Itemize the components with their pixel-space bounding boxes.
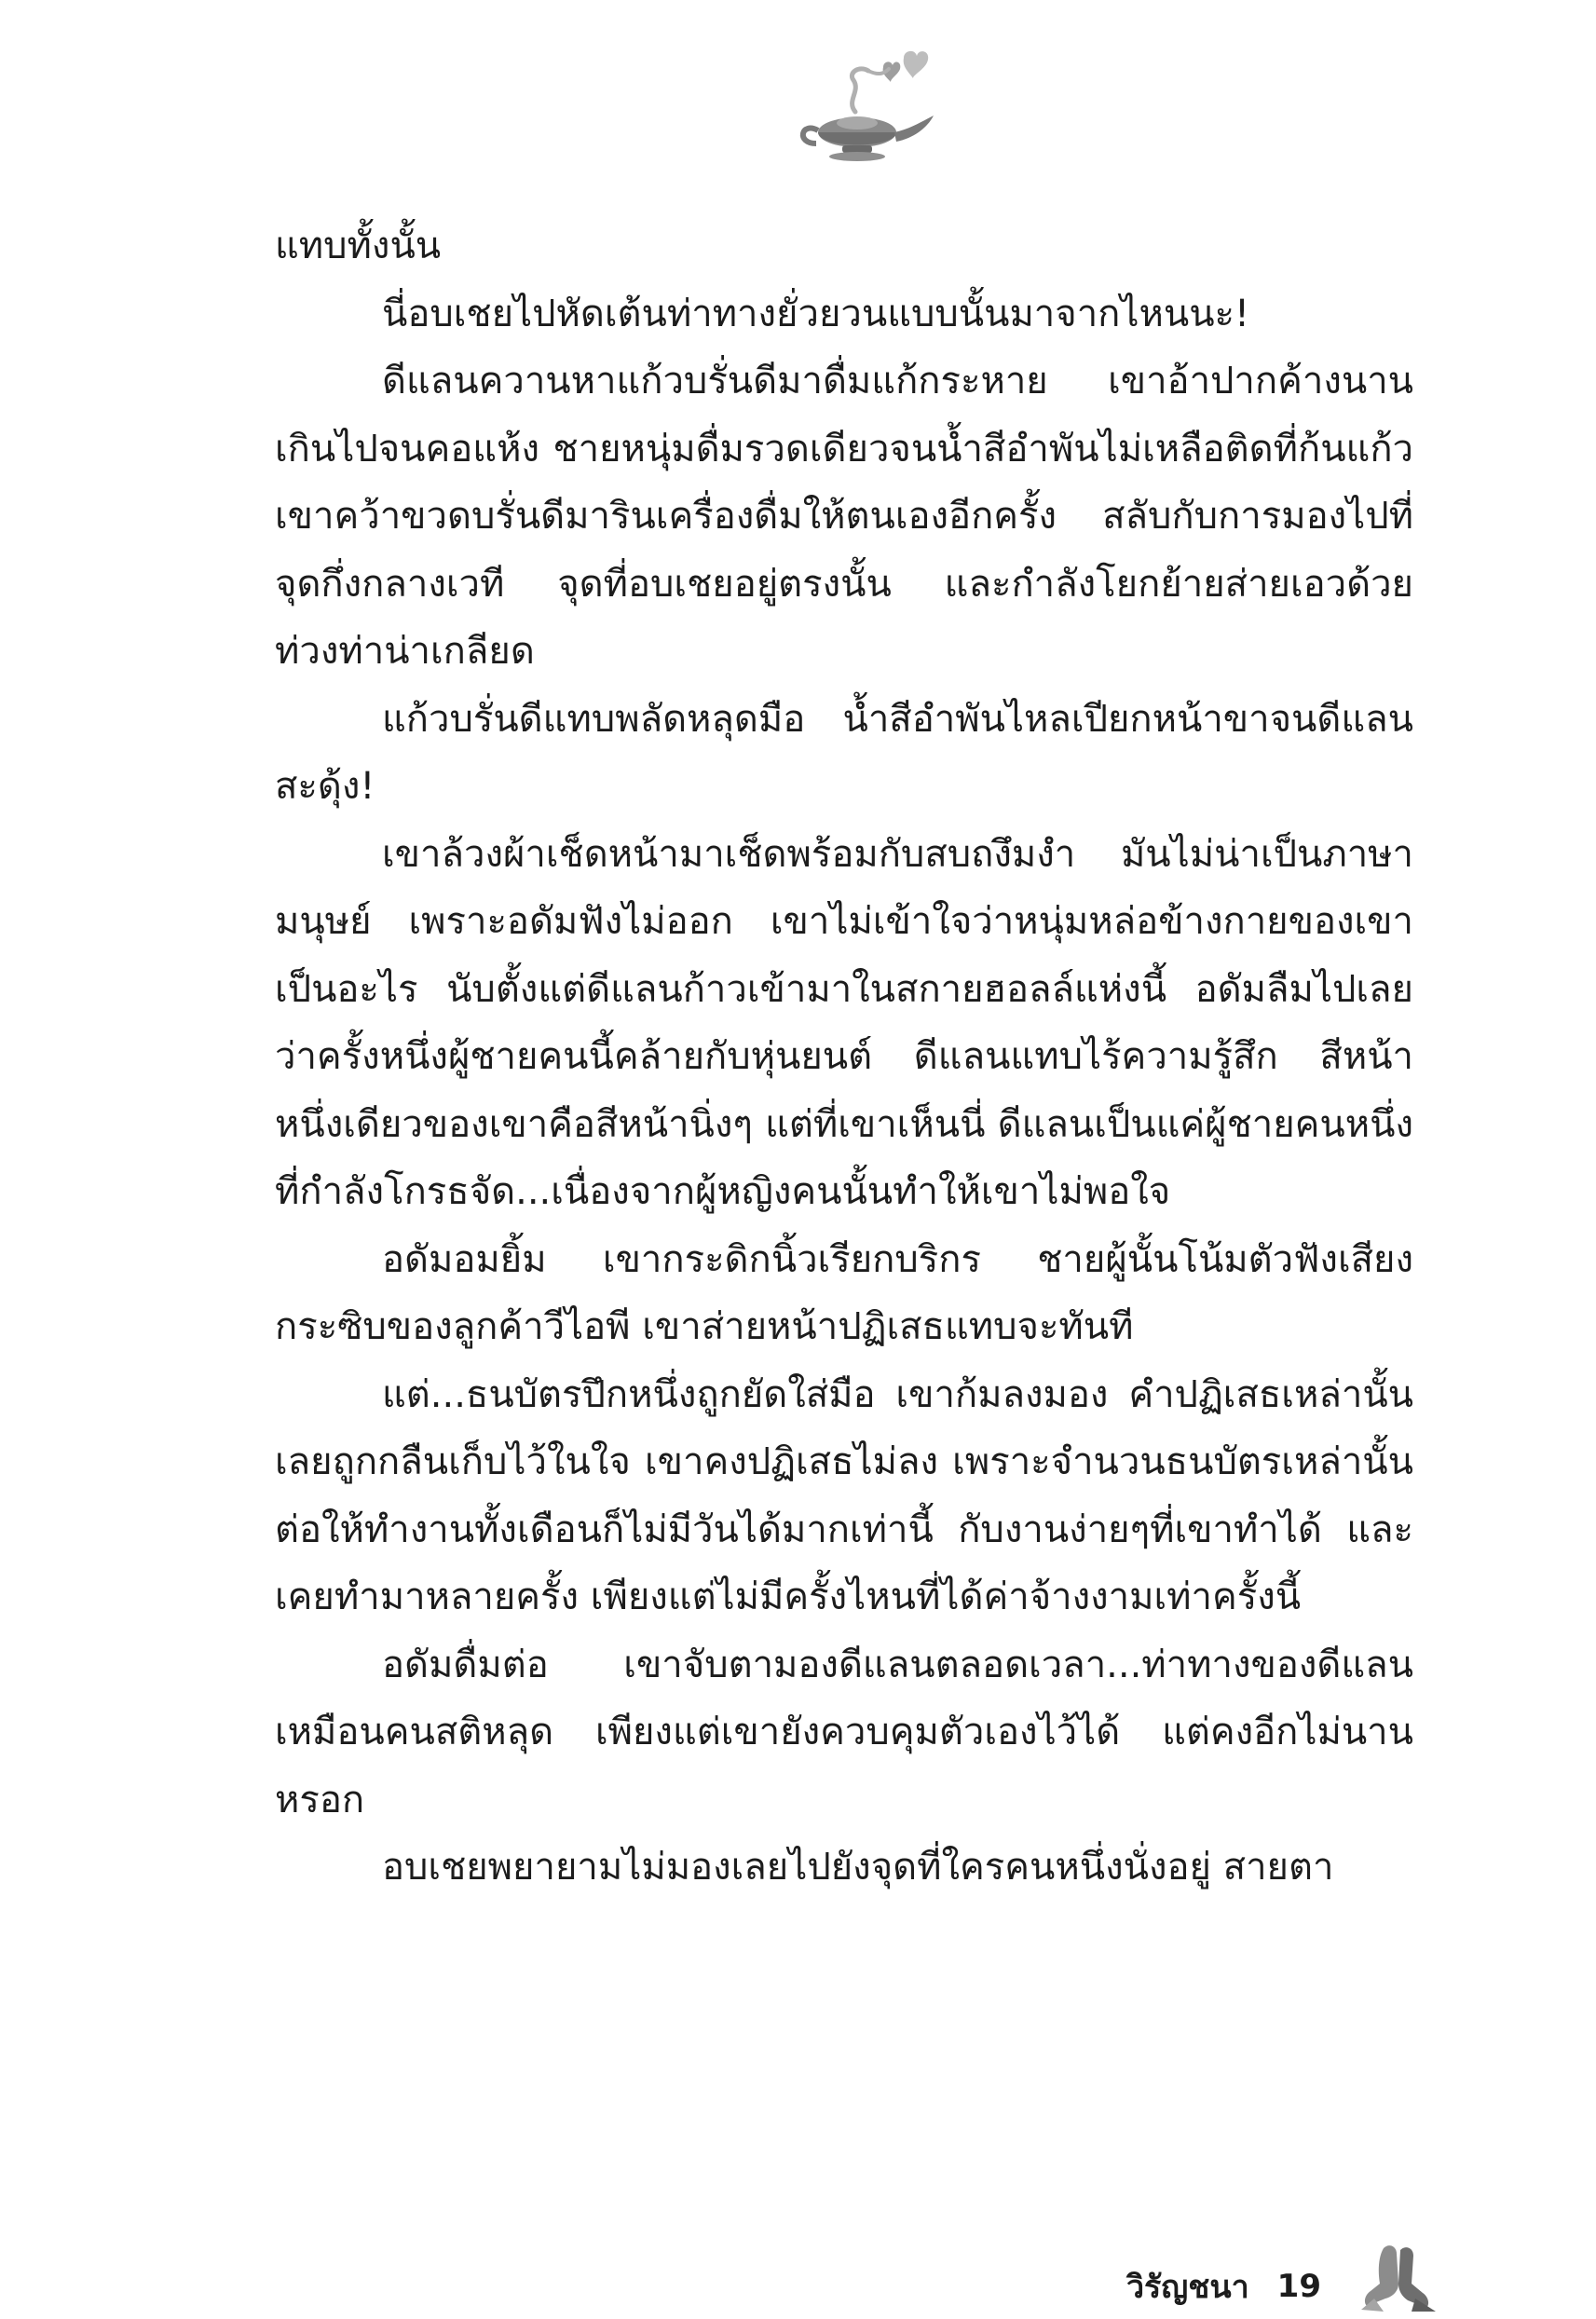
book-title: วิรัญชนา <box>1125 2269 1249 2306</box>
page-number: 19 <box>1276 2268 1321 2305</box>
magic-lamp-with-hearts-icon <box>764 47 950 168</box>
praying-hands-icon <box>1356 2241 1439 2315</box>
paragraph-1: แทบทั้งนั้น <box>275 225 442 267</box>
paragraph-9: อบเชยพยายามไม่มองเลยไปยังจุดที่ใครคนหนึ่งนั่งอยู่ สายตา <box>382 1846 1334 1889</box>
paragraph-5: เขาล้วงผ้าเช็ดหน้ามาเช็ดพร้อมกับสบถงึมงำ มันไม่น่าเป็นภาษามนุษย์ เพราะอดัมฟังไม่ออก เขาไม่เข้าใจว่าหนุ่มหล่อข้างกายของเขาเป็นอะไร นับตั้งแต่ดีแลนก้าวเข้ามาในสกายฮอลล์แห่งนี้ อดัมลืมไปเลยว่าครั้งหนึ่งผู้ชายคนนี้คล้ายกับหุ่นยนต์ ดีแลนแทบไร้ความรู้สึก สีหน้าหนึ่งเดียวของเขาคือสีหน้านิ่งๆ แต่ที่เขาเห็นนี่ ดีแลนเป็นแค่ผู้ชายคนหนึ่งที่กำลังโกรธจัด...เนื่องจากผู้หญิงคนนั้นทำให้เขาไม่พอใจ <box>275 832 1413 1213</box>
paragraph-4: แก้วบรั่นดีแทบพลัดหลุดมือ น้ำสีอำพันไหลเปียกหน้าขาจนดีแลนสะดุ้ง! <box>275 697 1413 808</box>
paragraph-6: อดัมอมยิ้ม เขากระดิกนิ้วเรียกบริกร ชายผู้นั้นโน้มตัวฟังเสียงกระซิบของลูกค้าวีไอพี เขาส่ายหน้าปฏิเสธแทบจะทันที <box>275 1237 1413 1348</box>
paragraph-2: นี่อบเชยไปหัดเต้นท่าทางยั่วยวนแบบนั้นมาจากไหนนะ! <box>382 292 1250 335</box>
paragraph-8: อดัมดื่มต่อ เขาจับตามองดีแลนตลอดเวลา...ท่าทางของดีแลนเหมือนคนสติหลุด เพียงแต่เขายังควบคุมตัวเองไว้ได้ แต่คงอีกไม่นานหรอก <box>275 1643 1413 1821</box>
page-footer <box>1126 2258 1321 2314</box>
paragraph-7: แต่...ธนบัตรปึกหนึ่งถูกยัดใส่มือ เขาก้มลงมอง คำปฏิเสธเหล่านั้นเลยถูกกลืนเก็บไว้ในใจ เขาคงปฏิเสธไม่ลง เพราะจำนวนธนบัตรเหล่านั้น ต่อให้ทำงานทั้งเดือนก็ไม่มีวันได้มากเท่านี้ กับงานง่ายๆที่เขาทำได้ และเคยทำมาหลายครั้ง เพียงแต่ไม่มีครั้งไหนที่ได้ค่าจ้างงามเท่าครั้งนี้ <box>275 1372 1413 1618</box>
paragraph-3: ดีแลนควานหาแก้วบรั่นดีมาดื่มแก้กระหาย เขาอ้าปากค้างนานเกินไปจนคอแห้ง ชายหนุ่มดื่มรวดเดียวจนน้ำสีอำพันไม่เหลือติดที่ก้นแก้ว เขาคว้าขวดบรั่นดีมารินเครื่องดื่มให้ตนเองอีกครั้ง สลับกับการมองไปที่จุดกึ่งกลางเวที จุดที่อบเชยอยู่ตรงนั้น และกำลังโยกย้ายส่ายเอวด้วยท่วงท่าน่าเกลียด <box>275 360 1413 673</box>
body-text <box>275 212 1413 1902</box>
